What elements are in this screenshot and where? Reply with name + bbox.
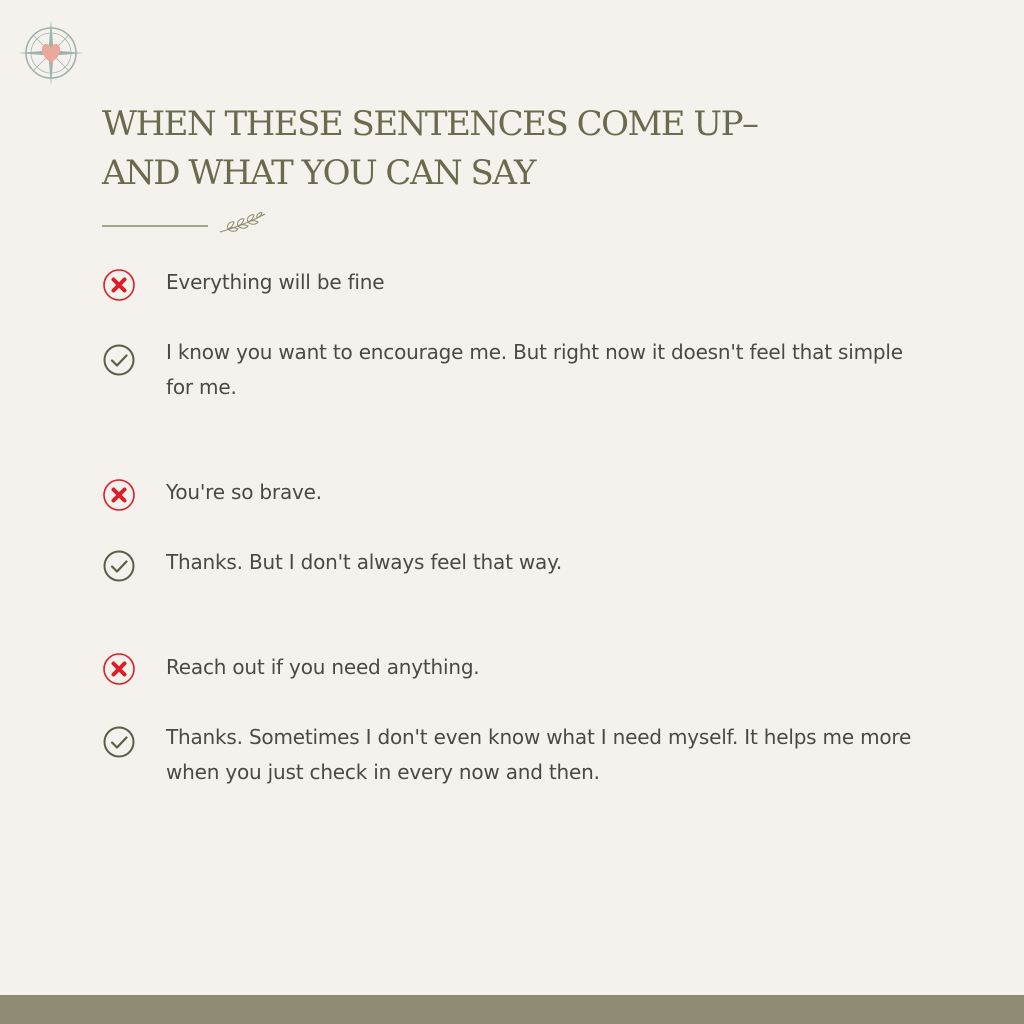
avoid-text: Everything will be fine	[166, 270, 385, 294]
avoid-text: You're so brave.	[166, 480, 322, 504]
footer-bar	[0, 995, 1024, 1024]
title-line-2: AND WHAT YOU CAN SAY	[102, 153, 535, 193]
title-divider	[102, 210, 272, 238]
x-circle-icon	[102, 478, 136, 512]
x-circle-icon	[102, 268, 136, 302]
title-line-1: WHEN THESE SENTENCES COME UP–	[102, 104, 758, 144]
avoid-text: Reach out if you need anything.	[166, 655, 480, 679]
check-circle-icon	[102, 725, 136, 759]
compass-heart-icon	[14, 16, 88, 90]
suggest-text: Thanks. But I don't always feel that way.	[166, 550, 563, 574]
compass-heart-logo	[14, 16, 88, 90]
x-circle-icon	[102, 652, 136, 686]
suggest-text: Thanks. Sometimes I don't even know what I need myself. It helps me more when you just check in every now and then.	[166, 725, 912, 784]
suggest-text: I know you want to encourage me. But right now it doesn't feel that simple for me.	[166, 340, 903, 399]
check-circle-icon	[102, 343, 136, 377]
page-title	[102, 100, 757, 198]
leaf-sprig-icon	[220, 213, 265, 232]
check-circle-icon	[102, 549, 136, 583]
